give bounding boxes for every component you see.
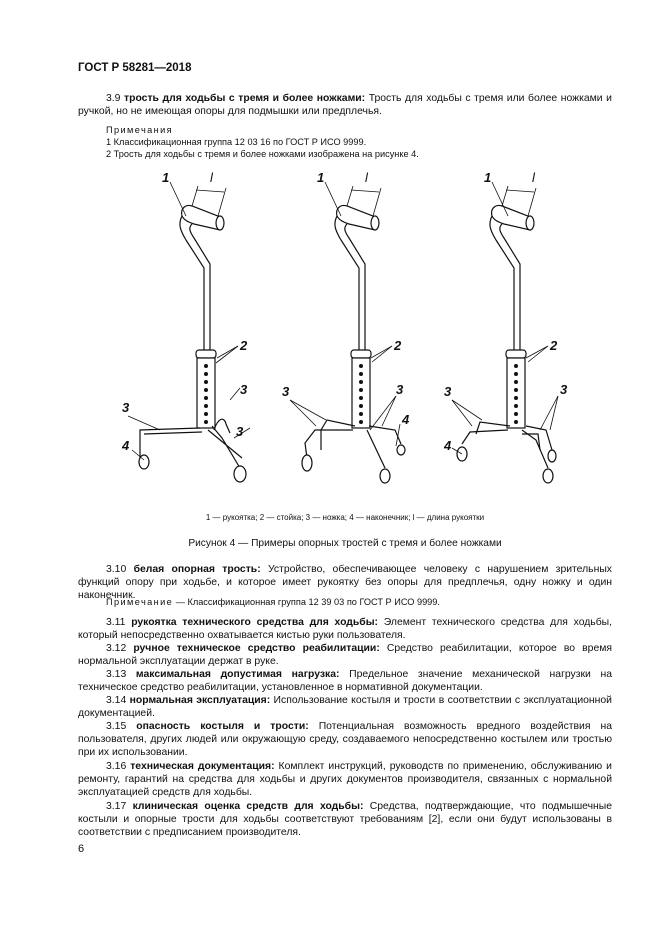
label-handle-3: 1 bbox=[484, 170, 492, 185]
term-definition: Трость для ходьбы с тремя или более ножками и ручкой, но не имеющая опоры для подмышки или предплечья. bbox=[78, 93, 612, 118]
term-definition: Устройство, обеспечивающее человеку с нарушением зрительных функций опору при ходьбе, и которое имеет рукоятку без опоры для предплечья, одну ножку и один наконечник. bbox=[78, 564, 612, 602]
label-leg-3b: 3 bbox=[560, 382, 568, 397]
note-label: Примечание bbox=[106, 597, 174, 607]
term-3-16 bbox=[78, 760, 612, 800]
term-number: 3.12 bbox=[106, 643, 127, 654]
cane-tripod-1 bbox=[139, 186, 246, 482]
term-title: опасность костыля и трости: bbox=[136, 721, 309, 732]
term-title: нормальная эксплуатация: bbox=[129, 695, 271, 706]
figure-4-canes bbox=[100, 168, 580, 508]
term-title: белая опорная трость: bbox=[133, 564, 261, 575]
term-number: 3.16 bbox=[106, 761, 127, 772]
term-title: техническая документация: bbox=[130, 761, 275, 772]
label-leg-2a: 3 bbox=[282, 384, 290, 399]
term-3-9 bbox=[78, 92, 612, 118]
label-leg-1a: 3 bbox=[240, 382, 248, 397]
label-length-3: l bbox=[532, 170, 535, 185]
page-number: 6 bbox=[78, 843, 85, 855]
term-number: 3.13 bbox=[106, 669, 127, 680]
note-1: 1 Классификационная группа 12 03 16 по ГОСТ Р ИСО 9999. bbox=[106, 137, 367, 147]
term-definition: Потенциальная возможность вредного воздействия на пользователя, других людей или окружающую среду, создаваемого непосредственно костылем или тростью при их использовании. bbox=[78, 721, 613, 759]
term-title: клиническая оценка средств для ходьбы: bbox=[132, 801, 364, 812]
label-length-2: l bbox=[365, 170, 368, 185]
term-definition: Средства, подтверждающие, что подмышечные костыли и опорные трости для ходьбы соответствуют требованиям [2], если они будут использованы в соответствии с предписанием производителя. bbox=[78, 801, 613, 839]
document-header: ГОСТ Р 58281—2018 bbox=[78, 62, 192, 74]
label-handle-1: 1 bbox=[162, 170, 170, 185]
term-3-12 bbox=[78, 642, 612, 668]
note-2: 2 Трость для ходьбы с тремя и более ножками изображена на рисунке 4. bbox=[106, 149, 419, 159]
notes-3-9 bbox=[106, 124, 612, 160]
term-definition: Средство реабилитации, которое во время нормальной эксплуатации держат в руке. bbox=[78, 643, 613, 668]
term-number: 3.17 bbox=[106, 801, 127, 812]
term-number: 3.15 bbox=[106, 721, 127, 732]
term-title: ручное техническое средство реабилитации: bbox=[133, 643, 380, 654]
term-title: трость для ходьбы с тремя и более ножками: bbox=[124, 93, 366, 104]
term-number: 3.10 bbox=[106, 564, 127, 575]
label-leg-1c: 3 bbox=[122, 400, 130, 415]
term-definition: Элемент технического средства для ходьбы, который непосредственно охватывается кистью руки пользователя. bbox=[78, 617, 613, 642]
notes-label: Примечания bbox=[106, 125, 174, 135]
cane-quad-2 bbox=[302, 186, 405, 483]
term-definition: Использование костыля и трости в соответствии с эксплуатационной документацией. bbox=[78, 695, 612, 720]
term-number: 3.9 bbox=[106, 93, 121, 104]
term-3-14 bbox=[78, 694, 612, 720]
label-length-1: l bbox=[210, 170, 213, 185]
term-number: 3.14 bbox=[106, 695, 127, 706]
label-leg-1b: 3 bbox=[236, 424, 244, 439]
label-handle-2: 1 bbox=[317, 170, 325, 185]
term-3-17 bbox=[78, 800, 612, 840]
figure-caption: Рисунок 4 — Примеры опорных тростей с тремя и более ножками bbox=[188, 538, 502, 549]
figure-legend: 1 — рукоятка; 2 — стойка; 3 — ножка; 4 — наконечник; l — длина рукоятки bbox=[205, 513, 485, 522]
term-definition: Предельное значение механической нагрузки на техническое средство реабилитации, установленное в нормативной документации. bbox=[78, 669, 613, 694]
term-3-15 bbox=[78, 720, 612, 760]
cane-multi-3 bbox=[457, 186, 556, 483]
label-post-1: 2 bbox=[240, 338, 248, 353]
label-post-2: 2 bbox=[394, 338, 402, 353]
term-title: максимальная допустимая нагрузка: bbox=[135, 669, 340, 680]
term-definition: Комплект инструкций, руководств по применению, обслуживанию и ремонту, гарантий на средства для ходьбы и других документов производителя, связанных с нормальной эксплуатацией средств для ходьбы. bbox=[78, 761, 612, 799]
label-tip-3: 4 bbox=[444, 438, 452, 453]
term-3-11 bbox=[78, 616, 612, 642]
term-number: 3.11 bbox=[106, 617, 126, 628]
label-tip-2: 4 bbox=[402, 412, 410, 427]
term-3-13 bbox=[78, 668, 612, 694]
note-text: — Классификационная группа 12 39 03 по ГОСТ Р ИСО 9999. bbox=[173, 597, 440, 607]
label-tip-1: 4 bbox=[122, 438, 130, 453]
note-3-10 bbox=[106, 596, 612, 608]
label-leg-2b: 3 bbox=[396, 382, 404, 397]
term-title: рукоятка технического средства для ходьбы: bbox=[131, 617, 379, 628]
label-leg-3a: 3 bbox=[444, 384, 452, 399]
label-post-3: 2 bbox=[550, 338, 558, 353]
